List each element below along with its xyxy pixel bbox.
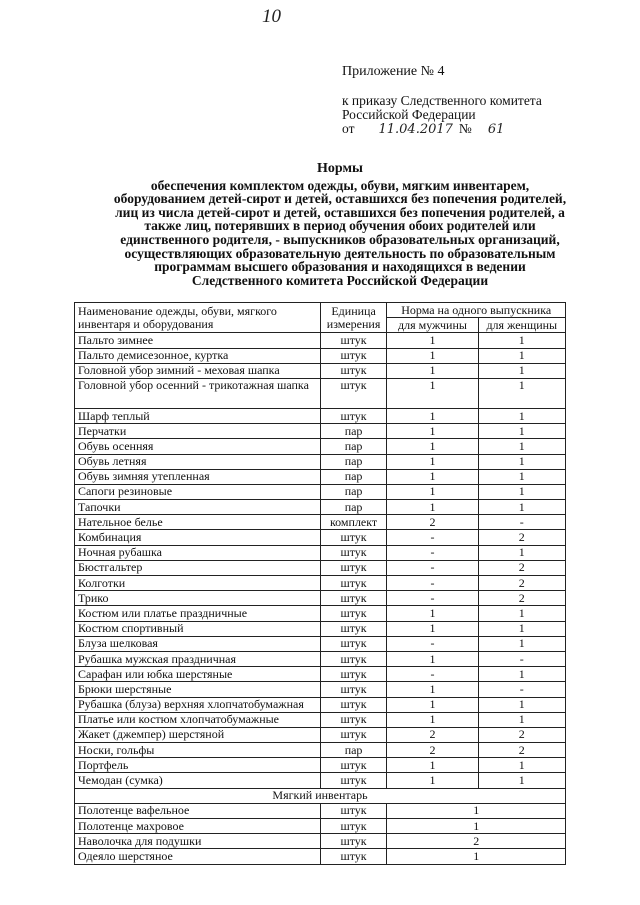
item-name: Носки, гольфы xyxy=(75,743,321,758)
item-unit: штук xyxy=(320,667,387,682)
item-unit: штук xyxy=(320,606,387,621)
table-row xyxy=(75,576,566,591)
table-row xyxy=(75,515,566,530)
item-unit: штук xyxy=(320,591,387,606)
item-qty: 1 xyxy=(387,849,566,864)
item-unit: штук xyxy=(320,727,387,742)
item-qty-women: 1 xyxy=(478,378,565,408)
item-qty-women: 1 xyxy=(478,636,565,651)
table-row xyxy=(75,819,566,834)
item-qty-women: 2 xyxy=(478,727,565,742)
item-unit: штук xyxy=(320,333,387,348)
item-qty-women: 1 xyxy=(478,697,565,712)
item-qty-men: 1 xyxy=(387,333,478,348)
item-qty-men: 2 xyxy=(387,743,478,758)
item-qty-men: 1 xyxy=(387,758,478,773)
table-row xyxy=(75,712,566,727)
order-line-2: Российской Федерации xyxy=(342,107,476,122)
item-qty-men: 1 xyxy=(387,773,478,788)
item-qty-women: 1 xyxy=(478,333,565,348)
table-row xyxy=(75,484,566,499)
table-row xyxy=(75,849,566,864)
item-qty-women: 1 xyxy=(478,712,565,727)
item-qty-women: 1 xyxy=(478,606,565,621)
item-unit: штук xyxy=(320,363,387,378)
table-row xyxy=(75,363,566,378)
item-qty-men: 1 xyxy=(387,651,478,666)
item-name: Сапоги резиновые xyxy=(75,484,321,499)
item-name: Портфель xyxy=(75,758,321,773)
item-qty-men: - xyxy=(387,530,478,545)
section-title: Мягкий инвентарь xyxy=(75,788,566,803)
item-qty-women: 2 xyxy=(478,576,565,591)
item-name: Блуза шелковая xyxy=(75,636,321,651)
item-name: Сарафан или юбка шерстяные xyxy=(75,667,321,682)
item-name: Обувь осенняя xyxy=(75,439,321,454)
item-name: Ночная рубашка xyxy=(75,545,321,560)
item-name: Наволочка для подушки xyxy=(75,834,321,849)
table-row xyxy=(75,651,566,666)
item-name: Трико xyxy=(75,591,321,606)
item-name: Пальто зимнее xyxy=(75,333,321,348)
item-unit: пар xyxy=(320,439,387,454)
item-qty-women: 2 xyxy=(478,530,565,545)
item-name: Обувь летняя xyxy=(75,454,321,469)
item-name: Колготки xyxy=(75,576,321,591)
item-qty-men: - xyxy=(387,576,478,591)
item-qty-men: 1 xyxy=(387,469,478,484)
title-heading: Нормы xyxy=(317,161,363,176)
item-qty-men: - xyxy=(387,545,478,560)
item-qty-men: 1 xyxy=(387,348,478,363)
item-unit: комплект xyxy=(320,515,387,530)
item-qty-men: - xyxy=(387,636,478,651)
item-unit: пар xyxy=(320,743,387,758)
table-row xyxy=(75,378,566,408)
item-name: Бюстгальтер xyxy=(75,560,321,575)
table-row xyxy=(75,424,566,439)
table-row xyxy=(75,560,566,575)
order-number-sign: № xyxy=(458,121,472,136)
item-qty-men: 2 xyxy=(387,515,478,530)
header-women: для женщины xyxy=(478,318,565,333)
order-line-1: к приказу Следственного комитета xyxy=(342,93,542,108)
item-name: Костюм или платье праздничные xyxy=(75,606,321,621)
item-qty-men: 1 xyxy=(387,682,478,697)
item-name: Полотенце вафельное xyxy=(75,803,321,818)
item-name: Нательное белье xyxy=(75,515,321,530)
item-unit: пар xyxy=(320,469,387,484)
item-qty-women: - xyxy=(478,651,565,666)
title-line: осуществляющих образовательную деятельность по образовательным xyxy=(124,245,556,261)
item-unit: штук xyxy=(320,560,387,575)
item-qty: 1 xyxy=(387,803,566,818)
item-qty-women: 2 xyxy=(478,743,565,758)
item-qty-women: 1 xyxy=(478,621,565,636)
item-unit: штук xyxy=(320,773,387,788)
item-qty-women: - xyxy=(478,515,565,530)
item-qty-women: 1 xyxy=(478,454,565,469)
header-unit: Единица измерения xyxy=(320,303,387,333)
item-qty-women: 1 xyxy=(478,469,565,484)
item-name: Полотенце махровое xyxy=(75,819,321,834)
appendix-label: Приложение № 4 xyxy=(342,64,445,79)
order-number: 61 xyxy=(487,122,505,137)
item-unit: штук xyxy=(320,621,387,636)
header-men: для мужчины xyxy=(387,318,478,333)
item-unit: штук xyxy=(320,545,387,560)
item-name: Перчатки xyxy=(75,424,321,439)
item-name: Чемодан (сумка) xyxy=(75,773,321,788)
header-norm: Норма на одного выпускника xyxy=(387,303,566,318)
item-qty-women: 1 xyxy=(478,348,565,363)
item-qty-men: - xyxy=(387,667,478,682)
item-qty-men: 2 xyxy=(387,727,478,742)
item-qty-men: 1 xyxy=(387,424,478,439)
item-name: Головной убор осенний - трикотажная шапка xyxy=(75,378,321,408)
title-line: программам высшего образования и находящихся в ведении xyxy=(154,259,526,275)
item-unit: штук xyxy=(320,408,387,423)
item-unit: штук xyxy=(320,530,387,545)
item-qty: 2 xyxy=(387,834,566,849)
item-qty-men: 1 xyxy=(387,408,478,423)
item-name: Платье или костюм хлопчатобумажные xyxy=(75,712,321,727)
item-qty-women: 1 xyxy=(478,758,565,773)
table-row xyxy=(75,469,566,484)
order-date-line xyxy=(342,122,542,137)
item-qty-women: 1 xyxy=(478,439,565,454)
title-line: Следственного комитета Российской Федерации xyxy=(191,272,489,288)
title-line: обеспечения комплектом одежды, обуви, мягким инвентарем, xyxy=(150,177,530,193)
item-unit: штук xyxy=(320,758,387,773)
item-unit: штук xyxy=(320,834,387,849)
table-row xyxy=(75,667,566,682)
item-qty-women: 1 xyxy=(478,773,565,788)
table-row xyxy=(75,530,566,545)
table-row xyxy=(75,621,566,636)
section-row xyxy=(75,788,566,803)
table-row xyxy=(75,454,566,469)
item-qty-men: - xyxy=(387,591,478,606)
item-name: Комбинация xyxy=(75,530,321,545)
item-qty-men: - xyxy=(387,560,478,575)
item-unit: пар xyxy=(320,424,387,439)
header-name: Наименование одежды, обуви, мягкого инвентаря и оборудования xyxy=(75,303,321,333)
title-line: оборудованием детей-сирот и детей, оставшихся без попечения родителей, xyxy=(113,191,567,207)
norms-table xyxy=(74,302,566,865)
table-row xyxy=(75,803,566,818)
table-row xyxy=(75,758,566,773)
item-name: Пальто демисезонное, куртка xyxy=(75,348,321,363)
item-qty-men: 1 xyxy=(387,363,478,378)
item-unit: штук xyxy=(320,636,387,651)
item-qty-women: 1 xyxy=(478,500,565,515)
table-row xyxy=(75,743,566,758)
table-row xyxy=(75,408,566,423)
table-row xyxy=(75,834,566,849)
item-qty-women: 1 xyxy=(478,667,565,682)
item-unit: штук xyxy=(320,576,387,591)
item-qty-women: 2 xyxy=(478,591,565,606)
item-qty-women: 2 xyxy=(478,560,565,575)
item-qty-men: 1 xyxy=(387,439,478,454)
item-name: Одеяло шерстяное xyxy=(75,849,321,864)
title-line: лиц из числа детей-сирот и детей, оставшихся без попечения родителей, а xyxy=(115,204,565,220)
item-name: Рубашка (блуза) верхняя хлопчатобумажная xyxy=(75,697,321,712)
document-title xyxy=(60,162,620,287)
title-text xyxy=(60,179,620,288)
item-name: Тапочки xyxy=(75,500,321,515)
item-qty-men: 1 xyxy=(387,500,478,515)
item-name: Рубашка мужская праздничная xyxy=(75,651,321,666)
item-unit: штук xyxy=(320,712,387,727)
table-row xyxy=(75,348,566,363)
item-unit: штук xyxy=(320,348,387,363)
item-unit: штук xyxy=(320,682,387,697)
item-unit: пар xyxy=(320,454,387,469)
item-name: Головной убор зимний - меховая шапка xyxy=(75,363,321,378)
table-row xyxy=(75,333,566,348)
item-qty-women: 1 xyxy=(478,408,565,423)
item-name: Шарф теплый xyxy=(75,408,321,423)
item-qty-men: 1 xyxy=(387,712,478,727)
item-qty-men: 1 xyxy=(387,621,478,636)
item-unit: штук xyxy=(320,697,387,712)
item-qty-men: 1 xyxy=(387,484,478,499)
table-row xyxy=(75,606,566,621)
item-unit: штук xyxy=(320,849,387,864)
table-row xyxy=(75,439,566,454)
item-unit: пар xyxy=(320,484,387,499)
title-line: единственного родителя, - выпускников образовательных организаций, xyxy=(120,231,560,247)
item-qty-women: 1 xyxy=(478,484,565,499)
item-unit: штук xyxy=(320,378,387,408)
item-qty-men: 1 xyxy=(387,454,478,469)
table-row xyxy=(75,545,566,560)
table-body xyxy=(75,333,566,864)
page-number: 10 xyxy=(262,6,281,27)
item-name: Обувь зимняя утепленная xyxy=(75,469,321,484)
table-row xyxy=(75,591,566,606)
item-qty-men: 1 xyxy=(387,697,478,712)
item-qty-women: 1 xyxy=(478,545,565,560)
title-line: также лиц, потерявших в период обучения обоих родителей или xyxy=(144,218,536,234)
item-unit: штук xyxy=(320,819,387,834)
item-name: Жакет (джемпер) шерстяной xyxy=(75,727,321,742)
table-row xyxy=(75,727,566,742)
table-row xyxy=(75,500,566,515)
order-from: от xyxy=(342,121,355,136)
table-row xyxy=(75,773,566,788)
table-row xyxy=(75,636,566,651)
item-name: Костюм спортивный xyxy=(75,621,321,636)
item-qty-women: - xyxy=(478,682,565,697)
item-name: Брюки шерстяные xyxy=(75,682,321,697)
order-date: 11.04.2017 xyxy=(378,122,453,137)
item-unit: пар xyxy=(320,500,387,515)
table-row xyxy=(75,697,566,712)
order-reference xyxy=(342,94,542,137)
item-qty-men: 1 xyxy=(387,606,478,621)
item-unit: штук xyxy=(320,803,387,818)
item-unit: штук xyxy=(320,651,387,666)
table-row xyxy=(75,682,566,697)
item-qty: 1 xyxy=(387,819,566,834)
item-qty-women: 1 xyxy=(478,424,565,439)
item-qty-women: 1 xyxy=(478,363,565,378)
item-qty-men: 1 xyxy=(387,378,478,408)
